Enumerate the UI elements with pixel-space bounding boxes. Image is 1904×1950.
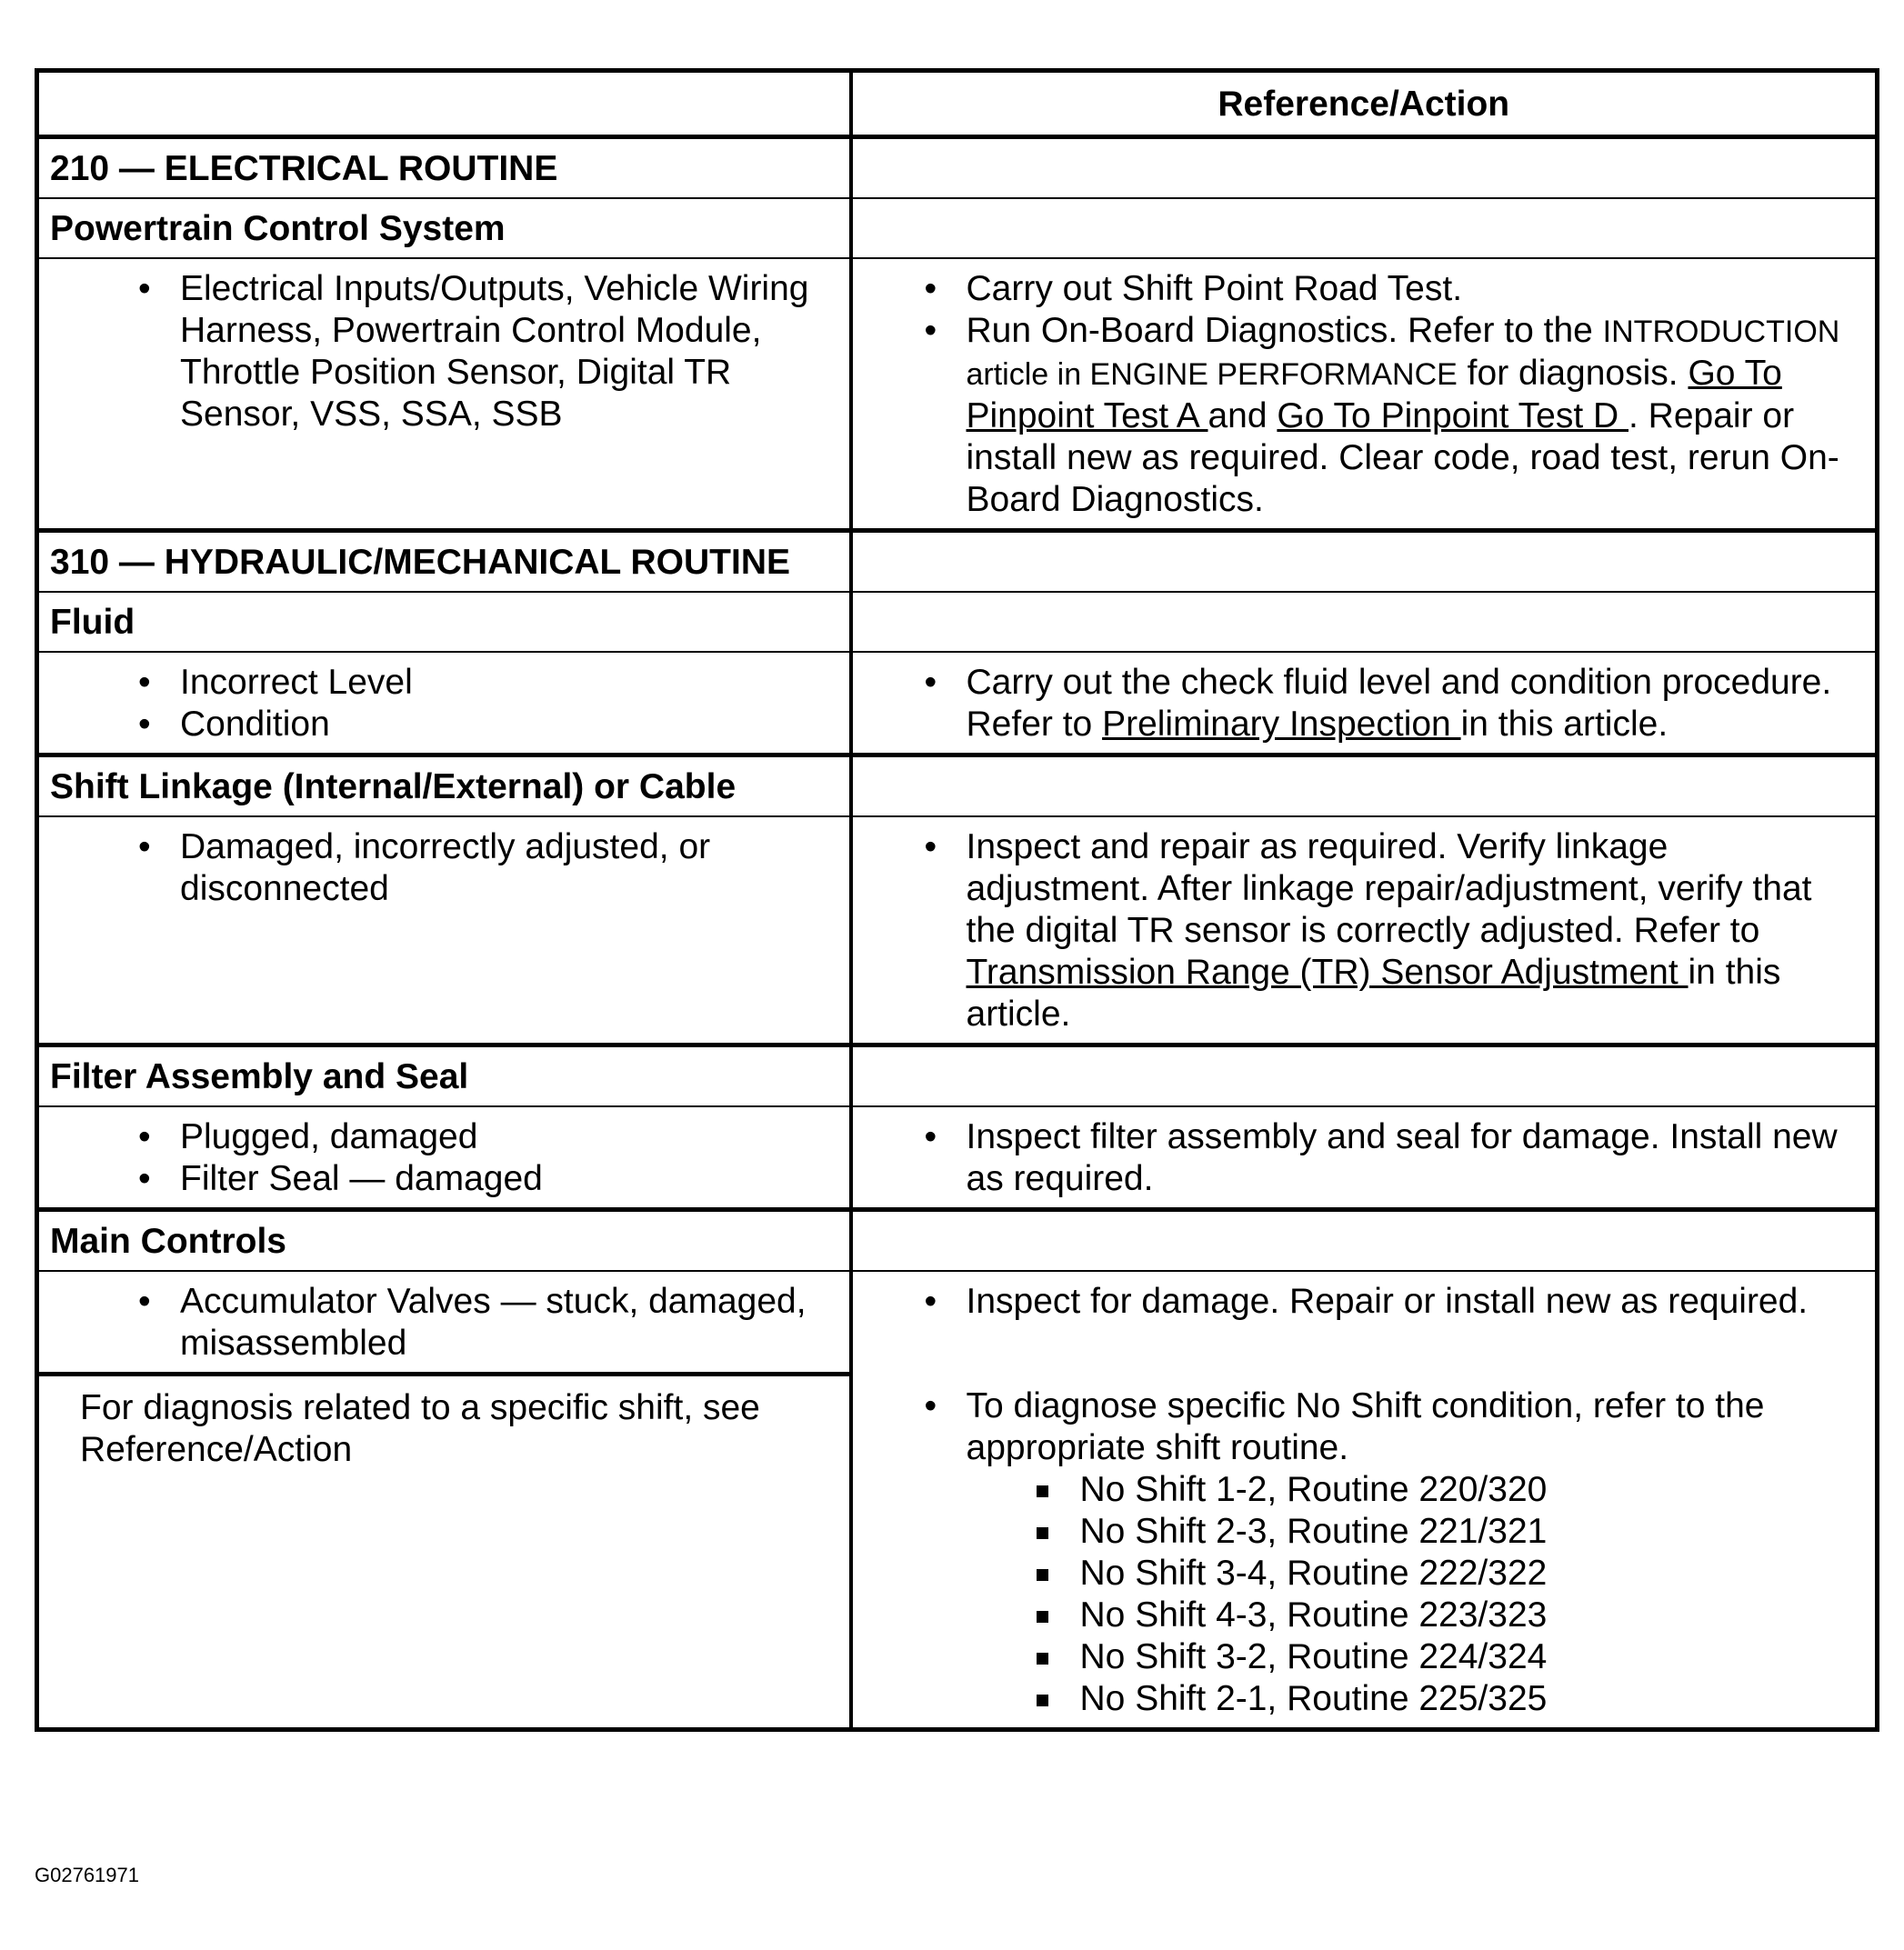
- pinpoint-test-a-link[interactable]: Go To Pinpoint Test A: [966, 354, 1782, 435]
- list-item: [924, 310, 1858, 521]
- action-cell: [851, 652, 1878, 755]
- empty-cell: [851, 531, 1878, 593]
- list-item: [138, 1281, 813, 1365]
- list-item: [924, 826, 1858, 1035]
- section-shift-linkage: Shift Linkage (Internal/External) or Cable: [37, 755, 851, 817]
- square-bullet-icon: [1037, 1569, 1048, 1581]
- action-text: in this article.: [1460, 705, 1669, 744]
- action-cell: [851, 258, 1878, 531]
- section-powertrain: Powertrain Control System: [37, 198, 851, 258]
- bullet-icon: •: [138, 269, 151, 308]
- section-filter: Filter Assembly and Seal: [37, 1045, 851, 1107]
- shift-routine: No Shift 4-3, Routine 223/323: [1079, 1595, 1548, 1635]
- section-row: [37, 592, 1878, 652]
- section-hydraulic-routine: 310 — HYDRAULIC/MECHANICAL ROUTINE: [37, 531, 851, 593]
- bullet-icon: •: [924, 663, 937, 702]
- action-cell: [851, 1271, 1878, 1375]
- action-text: for diagnosis.: [1457, 354, 1689, 393]
- bullet-icon: •: [138, 1117, 151, 1156]
- list-item: [138, 826, 813, 910]
- bullet-icon: •: [924, 1117, 937, 1156]
- shift-note: For diagnosis related to a specific shift, see Reference/Action: [80, 1388, 760, 1469]
- action-cell: [851, 1375, 1878, 1730]
- empty-cell: [851, 755, 1878, 817]
- table-row: [37, 258, 1878, 531]
- list-item: [924, 1385, 1858, 1720]
- square-bullet-icon: [1037, 1653, 1048, 1665]
- fluid-condition: Condition: [180, 705, 330, 744]
- action-cell: [851, 816, 1878, 1045]
- list-item: [138, 704, 813, 745]
- action-cell: [851, 1106, 1878, 1210]
- linkage-condition: Damaged, incorrectly adjusted, or disconnected: [180, 827, 711, 908]
- shift-routine: No Shift 3-2, Routine 224/324: [1079, 1636, 1548, 1676]
- action-text: Carry out Shift Point Road Test.: [966, 269, 1463, 308]
- list-item: [924, 662, 1858, 745]
- bullet-icon: •: [138, 827, 151, 866]
- header-row: [37, 71, 1878, 137]
- bullet-icon: •: [924, 827, 937, 866]
- powertrain-condition: Electrical Inputs/Outputs, Vehicle Wiring Harness, Powertrain Control Module, Throttle Position Sensor, Digital TR Sensor, VSS, SSA, SSB: [180, 269, 809, 434]
- condition-cell: [37, 652, 851, 755]
- section-row: [37, 755, 1878, 817]
- action-text: Inspect for damage. Repair or install new as required.: [966, 1282, 1809, 1321]
- shift-routine: No Shift 2-1, Routine 225/325: [1079, 1678, 1548, 1718]
- list-item: [1080, 1553, 1858, 1595]
- filter-condition: Filter Seal — damaged: [180, 1159, 543, 1198]
- figure-id: G02761971: [35, 1864, 139, 1886]
- bullet-icon: •: [138, 705, 151, 744]
- condition-cell: [37, 258, 851, 531]
- empty-cell: [851, 198, 1878, 258]
- main-condition: Accumulator Valves — stuck, damaged, misassembled: [180, 1282, 807, 1363]
- bullet-icon: •: [138, 1159, 151, 1198]
- section-row: [37, 1045, 1878, 1107]
- note-cell: [37, 1375, 851, 1730]
- condition-cell: [37, 816, 851, 1045]
- square-bullet-icon: [1037, 1527, 1048, 1539]
- fluid-condition: Incorrect Level: [180, 663, 413, 702]
- header-col1: [37, 71, 851, 137]
- list-item: [138, 662, 813, 704]
- section-electrical-routine: 210 — ELECTRICAL ROUTINE: [37, 137, 851, 199]
- bullet-icon: •: [138, 663, 151, 702]
- table-row: [37, 1375, 1878, 1730]
- preliminary-inspection-link[interactable]: Preliminary Inspection: [1102, 705, 1461, 744]
- list-item: [138, 268, 813, 435]
- filter-condition: Plugged, damaged: [180, 1117, 478, 1156]
- action-text: Run On-Board Diagnostics. Refer to the: [966, 311, 1603, 350]
- action-text: To diagnose specific No Shift condition, refer to the appropriate shift routine.: [966, 1385, 1765, 1467]
- bullet-icon: •: [924, 1282, 937, 1321]
- list-item: [924, 1116, 1858, 1200]
- section-main-controls: Main Controls: [37, 1210, 851, 1272]
- condition-cell: [37, 1271, 851, 1375]
- square-bullet-icon: [1037, 1485, 1048, 1497]
- empty-cell: [851, 592, 1878, 652]
- table-row: [37, 1271, 1878, 1375]
- action-text: and: [1208, 396, 1278, 435]
- table-row: [37, 816, 1878, 1045]
- shift-routine-list: [967, 1469, 1858, 1720]
- action-text: . Repair or install new as required. Clear code, road test, rerun On-Board Diagnostics.: [966, 396, 1839, 519]
- bullet-icon: •: [138, 1282, 151, 1321]
- shift-routine: No Shift 2-3, Routine 221/321: [1079, 1511, 1548, 1551]
- square-bullet-icon: [1037, 1611, 1048, 1623]
- section-row: [37, 1210, 1878, 1272]
- condition-cell: [37, 1106, 851, 1210]
- header-reference-action: Reference/Action: [851, 71, 1878, 137]
- article-reference: INTRODUCTION article in ENGINE PERFORMANCE: [966, 315, 1840, 392]
- list-item: [924, 268, 1858, 310]
- section-row: [37, 531, 1878, 593]
- list-item: [1080, 1595, 1858, 1636]
- shift-routine: No Shift 3-4, Routine 222/322: [1079, 1553, 1548, 1593]
- empty-cell: [851, 137, 1878, 199]
- tr-sensor-adjustment-link[interactable]: Transmission Range (TR) Sensor Adjustment: [966, 953, 1689, 992]
- bullet-icon: •: [924, 1385, 937, 1425]
- list-item: [1080, 1469, 1858, 1511]
- list-item: [1080, 1636, 1858, 1678]
- section-row: [37, 198, 1878, 258]
- list-item: [1080, 1678, 1858, 1720]
- empty-cell: [851, 1045, 1878, 1107]
- empty-cell: [851, 1210, 1878, 1272]
- list-item: [1080, 1511, 1858, 1553]
- bullet-icon: •: [924, 311, 937, 350]
- table-row: [37, 652, 1878, 755]
- action-text: in this article.: [966, 953, 1781, 1034]
- square-bullet-icon: [1037, 1695, 1048, 1706]
- action-text: Inspect filter assembly and seal for damage. Install new as required.: [966, 1117, 1838, 1198]
- diagnosis-table: [35, 68, 1879, 1732]
- list-item: [138, 1158, 813, 1200]
- action-text: Inspect and repair as required. Verify linkage adjustment. After linkage repair/adjustment, verify that the digital TR sensor is correctly adjusted. Refer to: [966, 827, 1812, 950]
- table-row: [37, 1106, 1878, 1210]
- section-row: [37, 137, 1878, 199]
- bullet-icon: •: [924, 269, 937, 308]
- list-item: [138, 1116, 813, 1158]
- action-text: Carry out the check fluid level and condition procedure. Refer to: [966, 663, 1832, 744]
- section-fluid: Fluid: [37, 592, 851, 652]
- pinpoint-test-d-link[interactable]: Go To Pinpoint Test D: [1277, 396, 1629, 435]
- list-item: [924, 1281, 1858, 1323]
- shift-routine: No Shift 1-2, Routine 220/320: [1079, 1469, 1548, 1509]
